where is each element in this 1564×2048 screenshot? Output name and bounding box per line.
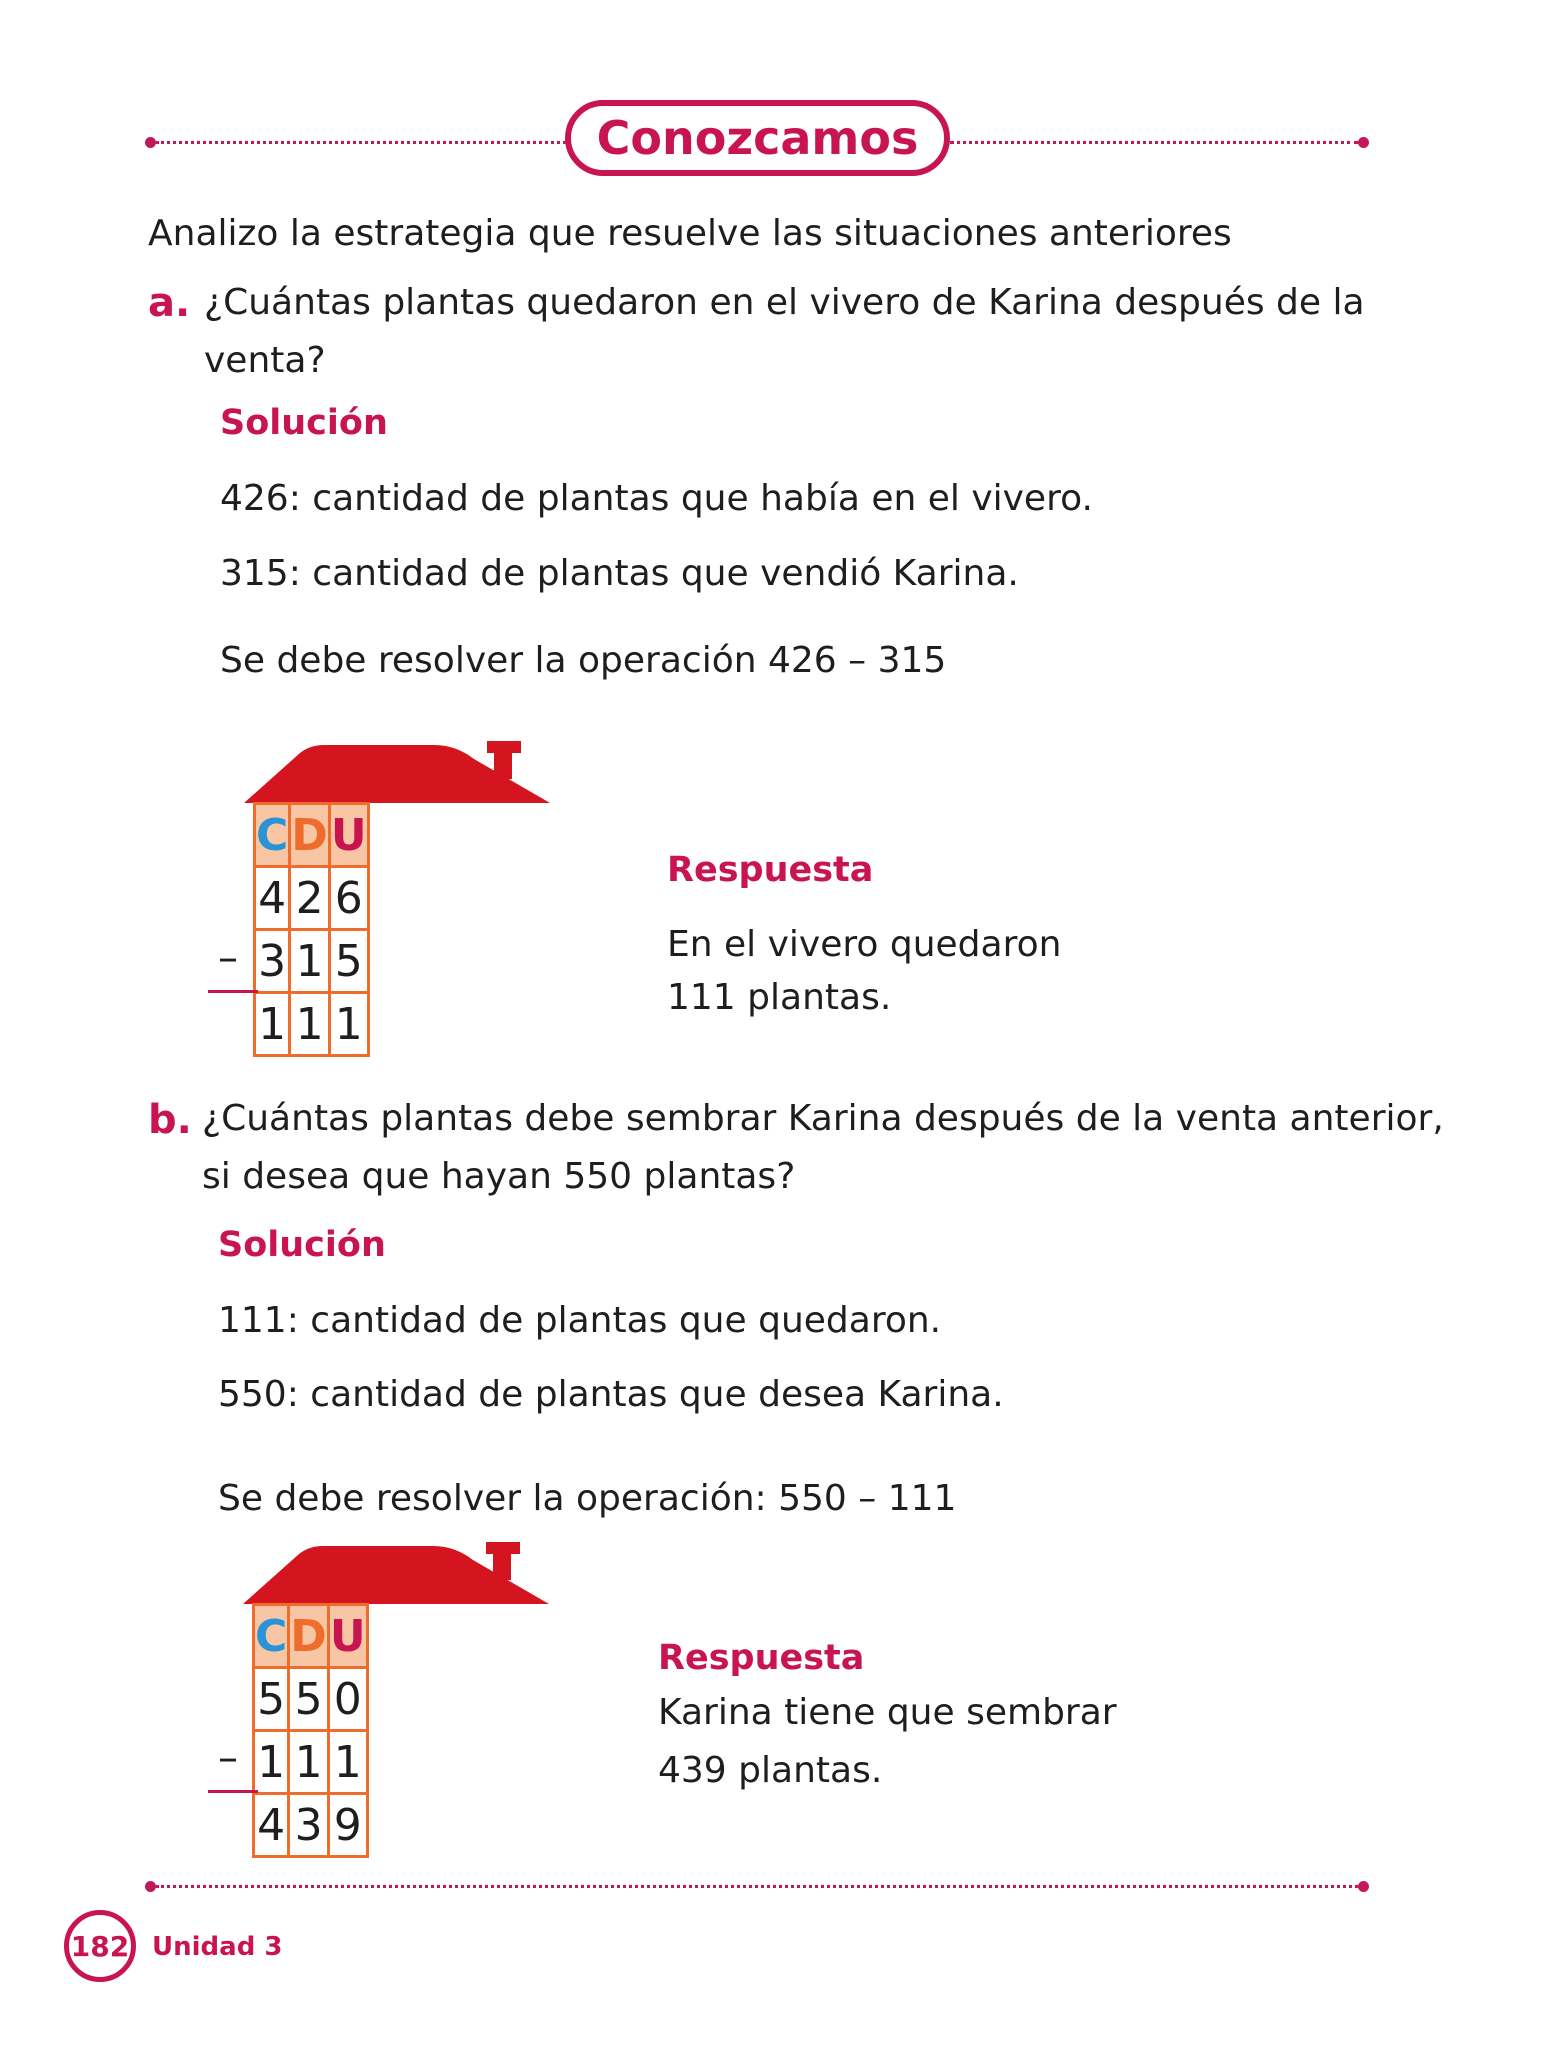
item-b-minus-sign: – (218, 1735, 238, 1781)
item-a-result-rule (208, 990, 258, 993)
minuend-digit: 5 (254, 1668, 289, 1731)
header-left-dot (145, 137, 156, 148)
item-b-operation: Se debe resolver la operación: 550 – 111 (218, 1478, 957, 1519)
minuend-digit: 2 (290, 867, 330, 930)
subtrahend-digit: 1 (254, 1731, 289, 1794)
result-digit: 1 (290, 993, 330, 1056)
item-a-answer-line2: 111 plantas. (667, 977, 892, 1018)
result-digit: 1 (255, 993, 290, 1056)
item-b-question-line2: si desea que hayan 550 plantas? (202, 1156, 796, 1197)
item-b-question-line1: ¿Cuántas plantas debe sembrar Karina después de la venta anterior, (202, 1098, 1444, 1139)
footer-left-dot (145, 1881, 156, 1892)
item-a-marker: a. (148, 280, 191, 326)
header-right-dot (1358, 137, 1369, 148)
intro-text: Analizo la estrategia que resuelve las situaciones anteriores (148, 213, 1232, 254)
minuend-digit: 6 (329, 867, 368, 930)
house-roof-icon (244, 737, 554, 807)
subtrahend-digit: 1 (328, 1731, 367, 1794)
page-number-badge (64, 1910, 136, 1982)
section-title: Conozcamos (596, 111, 919, 165)
footer-dotted-line (156, 1885, 1358, 1888)
result-digit: 9 (328, 1794, 367, 1857)
item-b-answer-label: Respuesta (658, 1638, 865, 1678)
item-a-answer-label: Respuesta (667, 850, 874, 890)
minuend-digit: 5 (289, 1668, 329, 1731)
header-tens: D (289, 1605, 329, 1668)
subtrahend-digit: 3 (255, 930, 290, 993)
item-a-question-line2: venta? (204, 340, 326, 381)
item-a-minus-sign: – (218, 935, 238, 981)
item-b-subtraction-table (252, 1603, 369, 1858)
result-digit: 1 (329, 993, 368, 1056)
item-a-operation: Se debe resolver la operación 426 – 315 (220, 640, 947, 681)
item-a-solution-line2: 315: cantidad de plantas que vendió Karina. (220, 553, 1019, 594)
subtrahend-digit: 5 (329, 930, 368, 993)
header-units: U (328, 1605, 367, 1668)
footer-right-dot (1358, 1881, 1369, 1892)
header-tens: D (290, 804, 330, 867)
minuend-digit: 0 (328, 1668, 367, 1731)
header-left-dotted-line (156, 141, 566, 144)
page-number: 182 (70, 1929, 130, 1963)
subtrahend-digit: 1 (290, 930, 330, 993)
item-a-solution-label: Solución (220, 403, 388, 443)
header-hundreds: C (254, 1605, 289, 1668)
section-header (565, 100, 950, 176)
header-right-dotted-line (950, 141, 1358, 144)
item-a-subtraction-table (253, 802, 370, 1057)
item-b-marker: b. (148, 1097, 192, 1143)
item-a-question-line1: ¿Cuántas plantas quedaron en el vivero de Karina después de la (204, 282, 1365, 323)
header-hundreds: C (255, 804, 290, 867)
header-units: U (329, 804, 368, 867)
result-digit: 3 (289, 1794, 329, 1857)
result-digit: 4 (254, 1794, 289, 1857)
item-a-solution-line1: 426: cantidad de plantas que había en el vivero. (220, 478, 1093, 519)
unit-label: Unidad 3 (152, 1932, 283, 1962)
minuend-digit: 4 (255, 867, 290, 930)
item-a-answer-line1: En el vivero quedaron (667, 924, 1062, 965)
house-roof-icon (243, 1538, 553, 1608)
item-b-answer-line2: 439 plantas. (658, 1750, 883, 1791)
item-b-solution-line1: 111: cantidad de plantas que quedaron. (218, 1300, 942, 1341)
item-b-solution-label: Solución (218, 1225, 386, 1265)
item-b-solution-line2: 550: cantidad de plantas que desea Karina. (218, 1374, 1004, 1415)
item-b-result-rule (208, 1790, 258, 1793)
item-b-answer-line1: Karina tiene que sembrar (658, 1692, 1117, 1733)
subtrahend-digit: 1 (289, 1731, 329, 1794)
